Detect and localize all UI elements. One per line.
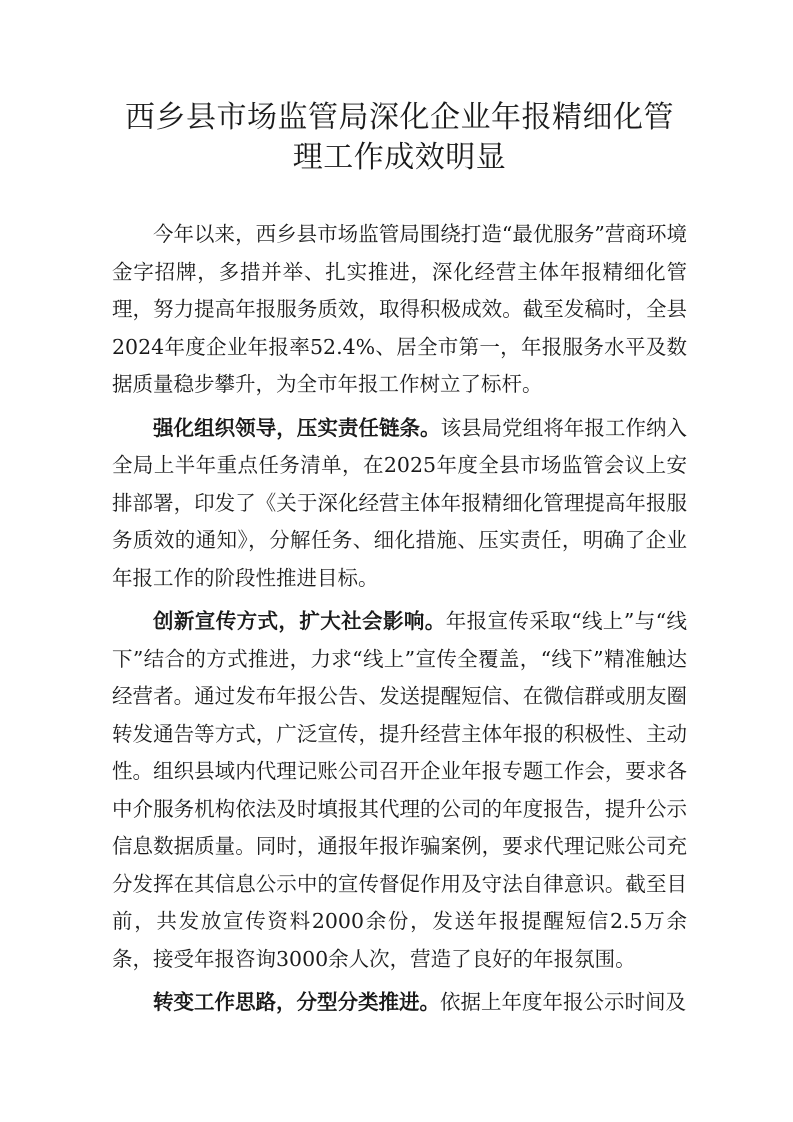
paragraph-lead: 创新宣传方式，扩大社会影响。 [153, 609, 446, 633]
paragraph-text: 该县局党组将年报工作纳入全局上半年重点任务清单，在2025年度全县市场监管会议上安排部署，印发了《关于深化经营主体年报精细化管理提高年报服务质效的通知》，分解任务、细化措施、压实责任，明确了企业年报工作的阶段性推进目标。 [112, 415, 688, 590]
paragraph-text: 年报宣传采取“线上”与“线下”结合的方式推进，力求“线上”宣传全覆盖，“线下”精准触达经营者。通过发布年报公告、发送提醒短信、在微信群或朋友圈转发通告等方式，广泛宣传，提升经营主体年报的积极性、主动性。组织县域内代理记账公司召开企业年报专题工作会，要求各中介服务机构依法及时填报其代理的公司的年度报告，提升公示信息数据质量。同时，通报年报诈骗案例，要求代理记账公司充分发挥在其信息公示中的宣传督促作用及守法自律意识。截至目前，共发放宣传资料2000余份，发送年报提醒短信2.5万余条，接受年报咨询3000余人次，营造了良好的年报氛围。 [112, 609, 687, 971]
paragraph-lead: 强化组织领导，压实责任链条。 [153, 415, 441, 440]
paragraph-publicity [112, 603, 687, 978]
paragraph-lead: 转变工作思路，分型分类推进。 [153, 990, 440, 1014]
paragraph-organization [112, 410, 687, 598]
paragraph-approach [112, 984, 687, 1022]
document-body [112, 216, 687, 1022]
document-title: 西乡县市场监管局深化企业年报精细化管理工作成效明显 [125, 100, 674, 175]
paragraph-intro [112, 216, 687, 404]
paragraph-text: 今年以来，西乡县市场监管局围绕打造“最优服务”营商环境金字招牌，多措并举、扎实推进，深化经营主体年报精细化管理，努力提高年报服务质效，取得积极成效。截至发稿时，全县2024年度企业年报率52.4%、居全市第一，年报服务水平及数据质量稳步攀升，为全市年报工作树立了标杆。 [112, 222, 687, 396]
paragraph-text: 依据上年度年报公示时间及 [440, 990, 686, 1014]
